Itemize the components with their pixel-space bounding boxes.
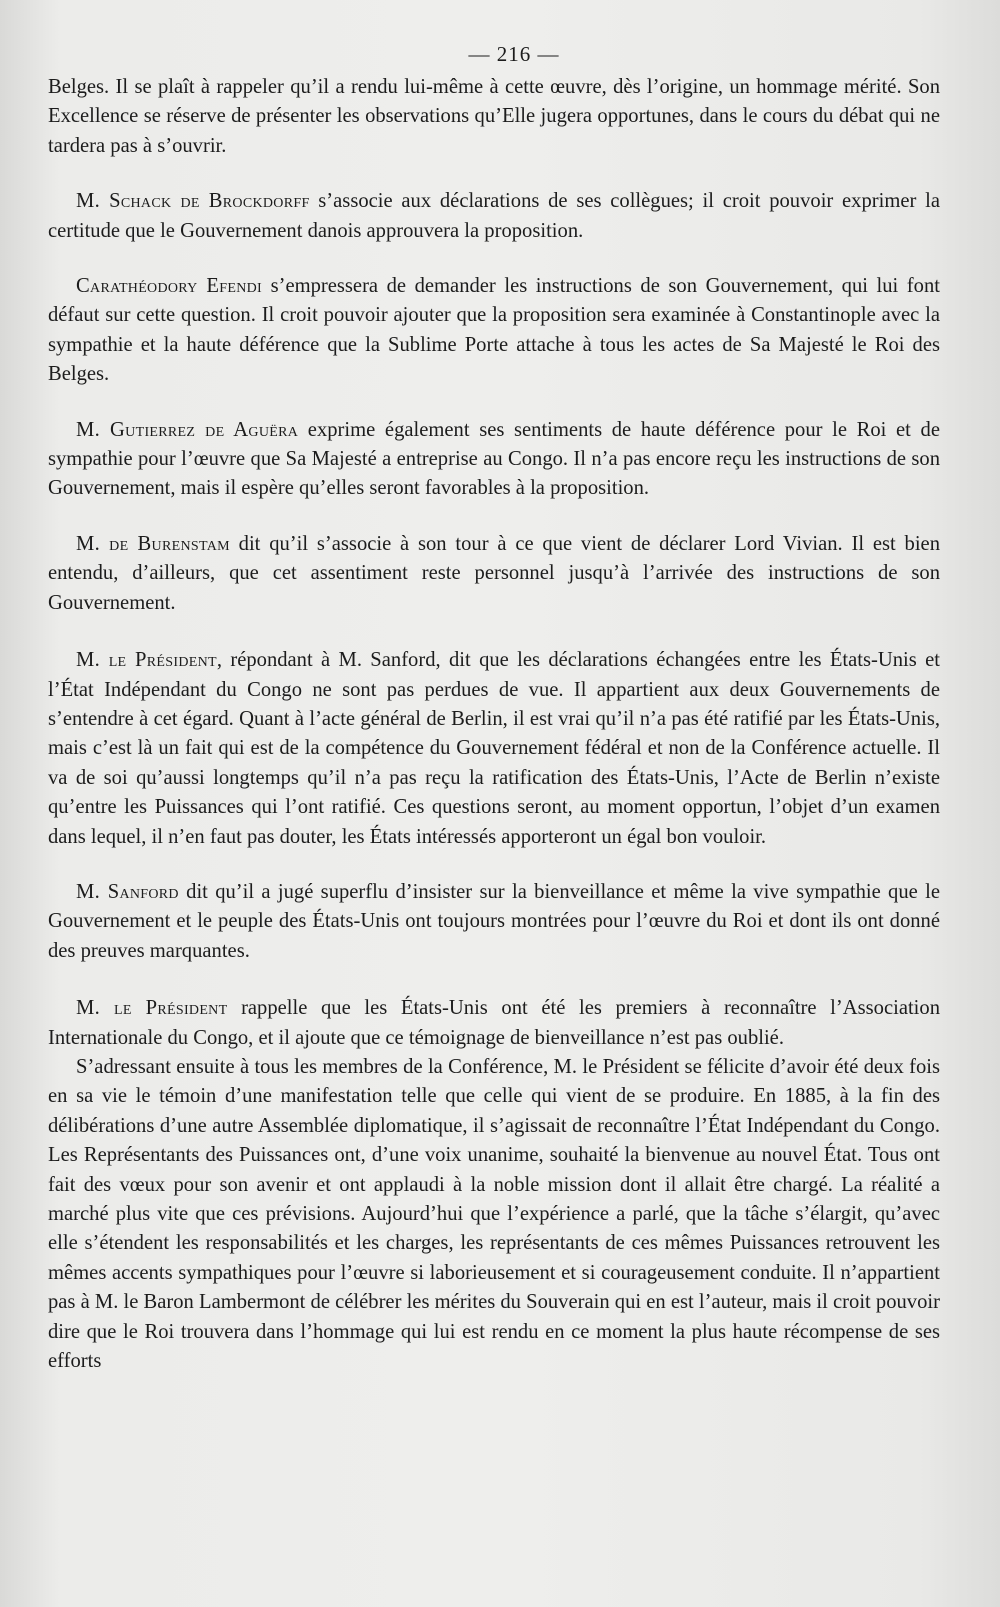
paragraph-schack-de-brockdorff: [48, 187, 940, 246]
paragraph-caratheodory-efendi: [48, 272, 940, 390]
speaker-name: M. Sanford: [76, 880, 179, 903]
paragraph-text: Belges. Il se plaît à rappeler qu’il a rendu lui-même à cette œuvre, dès l’origine, un hommage mérité. Son Excellence se réserve de présenter les observations qu’Elle jugera opportunes, dans le cours du débat qui ne tardera pas à s’ouvrir.: [48, 76, 940, 157]
paragraph-text: s’associe aux déclarations de ses collègues; il croit pouvoir exprimer la certitude que le Gouvernement danois approuvera la proposition.: [48, 190, 940, 242]
paragraph-continuation: [48, 73, 940, 161]
speaker-name: M. Gutierrez de Aguëra: [76, 418, 299, 441]
paragraph-le-president-address: [48, 1053, 940, 1376]
page-number: — 216 —: [468, 42, 560, 66]
speaker-name: M. de Burenstam: [76, 532, 230, 555]
paragraph-sanford: [48, 878, 940, 966]
paragraph-text: s’empressera de demander les instructions de son Gouvernement, qui lui font défaut sur cette question. Il croit pouvoir ajouter que la proposition sera examinée à Constantinople avec la sympathie et la haute déférence que la Sublime Porte attache à tous les actes de Sa Majesté le Roi des Belges.: [48, 275, 940, 386]
speaker-name: M. Schack de Brockdorff: [76, 190, 310, 213]
paragraph-text: S’adressant ensuite à tous les membres de la Conférence, M. le Président se félicite d’avoir été deux fois en sa vie le témoin d’une manifestation telle que celle qui vient de se produire. En 1885, à la fin des délibérations d’une autre Assemblée diplomatique, il s’agissait de reconnaître l’État Indépendant du Congo. Les Représentants des Puissances ont, d’une voix unanime, souhaité la bienvenue au nouvel État. Tous ont fait des vœux pour son avenir et ont applaudi à la noble mission dont il allait être chargé. La réalité a marché plus vite que ces prévisions. Aujourd’hui que l’expérience a parlé, que la tâche s’élargit, qu’avec elle s’étendent les responsabilités et les charges, les représentants de ces mêmes Puissances retrouvent les mêmes accents sympathiques pour l’œuvre si laborieusement et si courageusement conduite. Il n’appartient pas à M. le Baron Lambermont de célébrer les mérites du Souverain qui en est l’auteur, mais il croit pouvoir dire que le Roi trouvera dans l’hommage qui lui est rendu en ce moment la plus haute récompense de ses efforts: [48, 1055, 940, 1373]
speaker-name: M. le Président: [76, 649, 217, 672]
paragraph-le-president-recall: [48, 994, 940, 1053]
speaker-name: Carathéodory Efendi: [76, 275, 263, 298]
paragraph-text: rappelle que les États-Unis ont été les premiers à reconnaître l’Association Internationale du Congo, et il ajoute que ce témoignage de bienveillance n’est pas oublié.: [48, 997, 940, 1049]
paragraph-text: dit qu’il s’associe à son tour à ce que vient de déclarer Lord Vivian. Il est bien entendu, d’ailleurs, que cet assentiment reste personnel jusqu’à l’arrivée des instructions de son Gouvernement.: [48, 532, 940, 614]
paragraph-text: exprime également ses sentiments de haute déférence pour le Roi et de sympathie pour l’œuvre que Sa Majesté a entreprise au Congo. Il n’a pas encore reçu les instructions de son Gouvernement, mais il espère qu’elles seront favorables à la proposition.: [48, 418, 940, 500]
paragraph-text: dit qu’il a jugé superflu d’insister sur la bienveillance et même la vive sympathie que le Gouvernement et le peuple des États-Unis ont toujours montrées pour l’œuvre du Roi et dont ils ont donné des preuves marquantes.: [48, 880, 940, 962]
speaker-name: M. le Président: [76, 997, 228, 1020]
paragraph-de-burenstam: [48, 530, 940, 618]
paragraph-le-president-reply: [48, 646, 940, 852]
paragraph-gutierrez-de-aguera: [48, 416, 940, 504]
paragraph-text: , répondant à M. Sanford, dit que les déclarations échangées entre les États-Unis et l’État Indépendant du Congo ne sont pas perdues de vue. Il appartient aux deux Gouvernements de s’entendre à cet égard. Quant à l’acte général de Berlin, il est vrai qu’il n’a pas été ratifié par les États-Unis, mais c’est là un fait qui est de la compétence du Gouvernement fédéral et non de la Conférence actuelle. Il va de soi qu’aussi longtemps qu’il n’a pas reçu la ratification des États-Unis, l’Acte de Berlin n’existe qu’entre les Puissances qui l’ont ratifié. Ces questions seront, au moment opportun, l’objet d’un examen dans lequel, il n’en faut pas douter, les États intéressés apporteront un égal bon vouloir.: [48, 649, 940, 848]
